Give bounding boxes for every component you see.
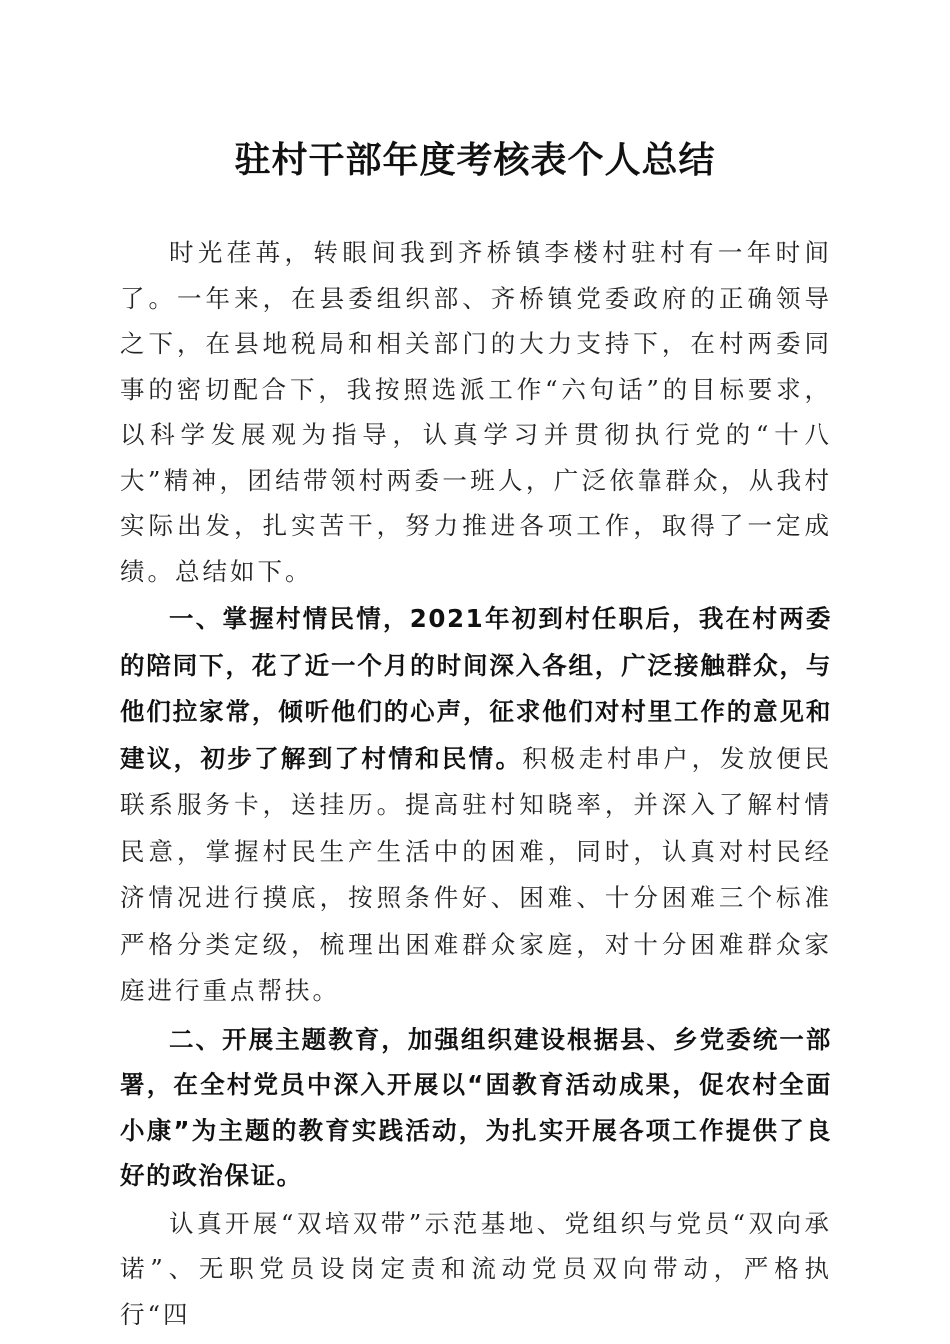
section-1-heading: 一、掌握村情民情，2021年初到村任职后，我在村两委的陪同下，花了近一个月的时间深入各组，广泛接触群众，与他们拉家常，倾听他们的心声，征求他们对村里工作的意见和建议，初步了解到了村情和民情。	[120, 604, 832, 773]
section-1-paragraph	[120, 596, 832, 1015]
document-body	[120, 230, 832, 1337]
document-title: 驻村干部年度考核表个人总结	[234, 139, 716, 181]
section-2-heading: 二、开展主题教育，加强组织建设根据县、乡党委统一部署，在全村党员中深入开展以“固教育活动成果，促农村全面小康”为主题的教育实践活动，为扎实开展各项工作提供了良好的政治保证。	[120, 1024, 832, 1190]
intro-paragraph: 时光荏苒，转眼间我到齐桥镇李楼村驻村有一年时间了。一年来，在县委组织部、齐桥镇党委政府的正确领导之下，在县地税局和相关部门的大力支持下，在村两委同事的密切配合下，我按照选派工作“六句话”的目标要求，以科学发展观为指导，认真学习并贯彻执行党的“十八大”精神，团结带领村两委一班人，广泛依靠群众，从我村实际出发，扎实苦干，努力推进各项工作，取得了一定成绩。总结如下。	[120, 238, 832, 586]
paragraph-4: 认真开展“双培双带”示范基地、党组织与党员“双向承诺”、无职党员设岗定责和流动党员双向带动，严格执行“四	[120, 1208, 832, 1329]
section-1-body: 积极走村串户，发放便民联系服务卡，送挂历。提高驻村知晓率，并深入了解村情民意，掌握村民生产生活中的困难，同时，认真对村民经济情况进行摸底，按照条件好、困难、十分困难三个标准严格分类定级，梳理出困难群众家庭，对十分困难群众家庭进行重点帮扶。	[120, 743, 833, 1005]
